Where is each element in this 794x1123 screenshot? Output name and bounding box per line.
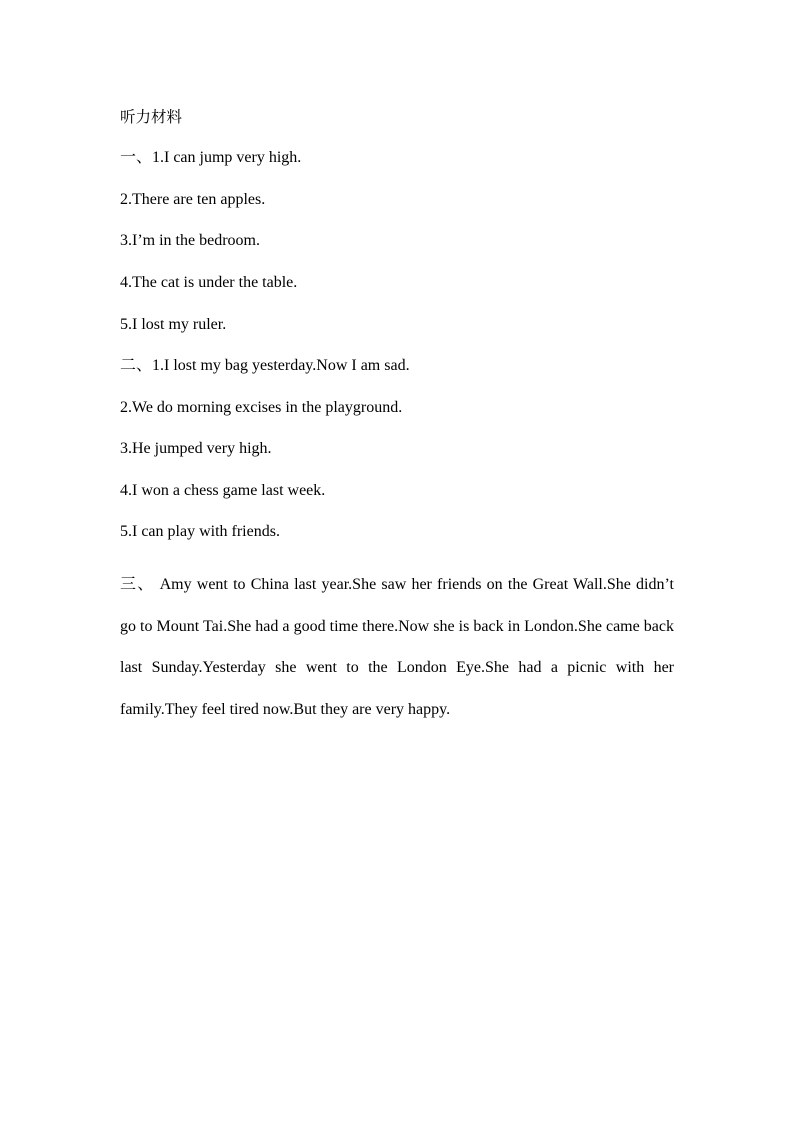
section3-paragraph: 三、 Amy went to China last year.She saw her friends on the Great Wall.She didn’t go to Mount Tai.She had a good time there.Now she is back in London.She came back last Sunday.Yesterday she went to the London Eye.She had a picnic with her family.They feel tired now.But they are very happy. (120, 576, 674, 718)
section2-item-3: 3.He jumped very high. (120, 440, 272, 457)
page-title: 听力材料 (120, 108, 183, 126)
document-page (120, 0, 674, 1123)
section2-item-2: 2.We do morning excises in the playground. (120, 399, 403, 416)
section2-item-5: 5.I can play with friends. (120, 523, 280, 540)
section2-item-4: 4.I won a chess game last week. (120, 482, 326, 499)
section2-item-1: 二、1.I lost my bag yesterday.Now I am sad. (120, 357, 410, 374)
section1-item-5: 5.I lost my ruler. (120, 316, 227, 333)
section1-item-4: 4.The cat is under the table. (120, 274, 298, 291)
section1-item-2: 2.There are ten apples. (120, 191, 266, 208)
section1-item-1: 一、1.I can jump very high. (120, 149, 302, 166)
section1-item-3: 3.I’m in the bedroom. (120, 232, 260, 249)
